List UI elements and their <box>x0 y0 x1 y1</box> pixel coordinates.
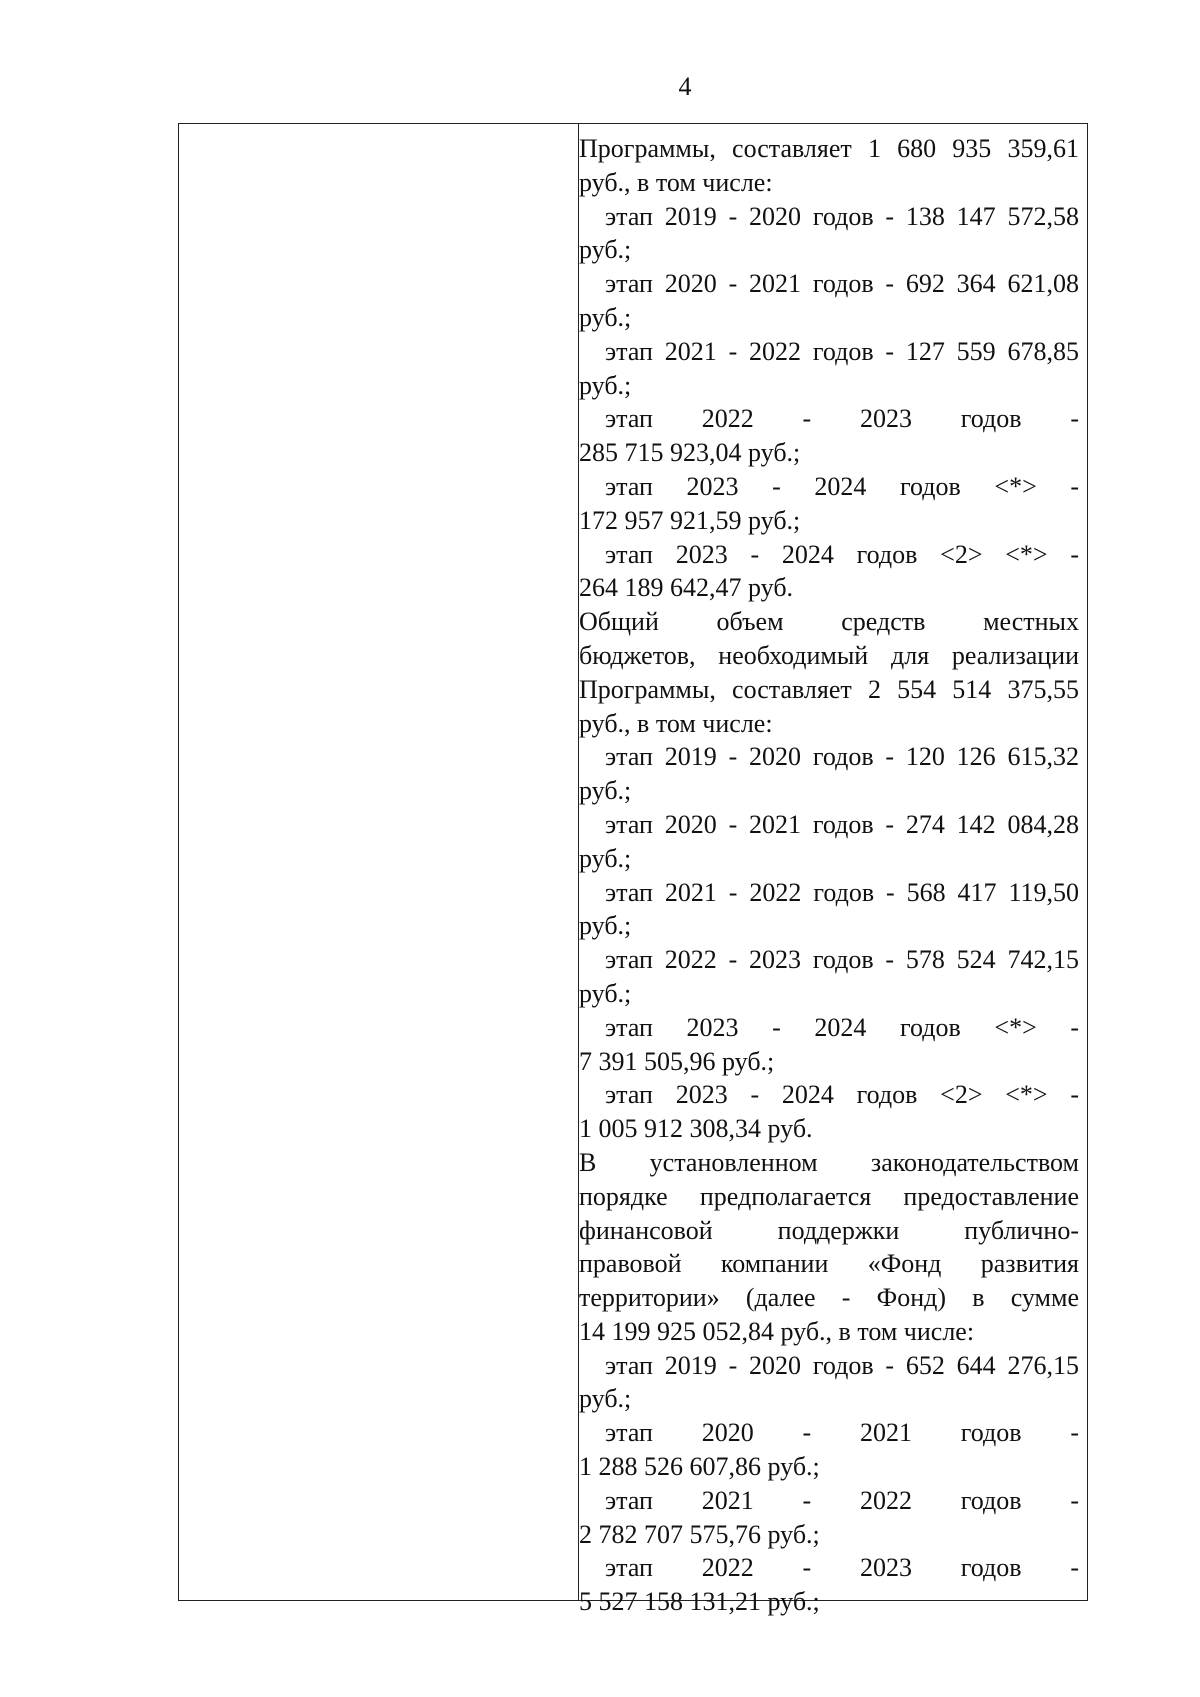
text-line: руб., в том числе: <box>579 708 773 738</box>
text-line: бюджетов, необходимый для реализации <box>579 640 1079 670</box>
text-line: 14 199 925 052,84 руб., в том числе: <box>579 1316 975 1346</box>
text-line: территории» (далее - Фонд) в сумме <box>579 1283 1079 1313</box>
text-line: этап 2020 - 2021 годов - 274 142 084,28 <box>605 809 1079 839</box>
text-line: этап 2023 - 2024 годов <2> <*> - <box>605 1080 1079 1110</box>
text-line: этап 2021 - 2022 годов - 127 559 678,85 <box>605 336 1079 366</box>
text-line: этап 2019 - 2020 годов - 138 147 572,58 <box>605 201 1079 231</box>
text-line: этап 2022 - 2023 годов - 578 524 742,15 <box>605 945 1079 975</box>
text-line: этап 2022 - 2023 годов - <box>605 1553 1079 1583</box>
document-table <box>178 123 1088 1617</box>
text-line: руб.; <box>579 978 632 1008</box>
text-line: руб.; <box>579 302 632 332</box>
text-line: 285 715 923,04 руб.; <box>579 438 801 468</box>
text-line: этап 2019 - 2020 годов - 652 644 276,15 <box>605 1350 1079 1380</box>
text-line: этап 2023 - 2024 годов <2> <*> - <box>605 539 1079 569</box>
text-line: 2 782 707 575,76 руб.; <box>579 1519 820 1549</box>
text-line: 5 527 158 131,21 руб.; <box>579 1587 820 1617</box>
text-line: правовой компании «Фонд развития <box>579 1249 1079 1279</box>
text-line: этап 2020 - 2021 годов - 692 364 621,08 <box>605 269 1079 299</box>
table-left-cell <box>179 124 579 1600</box>
table-right-cell <box>579 132 1079 1619</box>
text-line: финансовой поддержки публично- <box>579 1215 1079 1245</box>
text-line: этап 2020 - 2021 годов - <box>605 1418 1079 1448</box>
text-line: руб.; <box>579 1384 632 1414</box>
text-line: руб.; <box>579 911 632 941</box>
text-line: этап 2021 - 2022 годов - <box>605 1485 1079 1515</box>
text-line: этап 2022 - 2023 годов - <box>605 404 1079 434</box>
text-line: Программы, составляет 2 554 514 375,55 <box>579 674 1079 704</box>
text-line: этап 2023 - 2024 годов <*> - <box>605 471 1079 501</box>
text-line: 1 288 526 607,86 руб.; <box>579 1452 820 1482</box>
text-line: Общий объем средств местных <box>579 607 1079 637</box>
text-line: этап 2019 - 2020 годов - 120 126 615,32 <box>605 742 1079 772</box>
text-line: 7 391 505,96 руб.; <box>579 1046 775 1076</box>
text-line: руб.; <box>579 235 632 265</box>
text-line: порядке предполагается предоставление <box>579 1181 1079 1211</box>
text-line: этап 2023 - 2024 годов <*> - <box>605 1012 1079 1042</box>
text-line: 1 005 912 308,34 руб. <box>579 1114 813 1144</box>
text-line: 172 957 921,59 руб.; <box>579 505 801 535</box>
text-line: В установленном законодательством <box>579 1147 1079 1177</box>
text-line: Программы, составляет 1 680 935 359,61 <box>579 134 1079 163</box>
text-line: руб.; <box>579 843 632 873</box>
text-line: руб.; <box>579 776 632 806</box>
text-line: руб., в том числе: <box>579 167 773 197</box>
page-number: 4 <box>678 72 692 101</box>
text-line: руб.; <box>579 370 632 400</box>
text-line: 264 189 642,47 руб. <box>579 573 794 603</box>
text-line: этап 2021 - 2022 годов - 568 417 119,50 <box>605 877 1079 907</box>
